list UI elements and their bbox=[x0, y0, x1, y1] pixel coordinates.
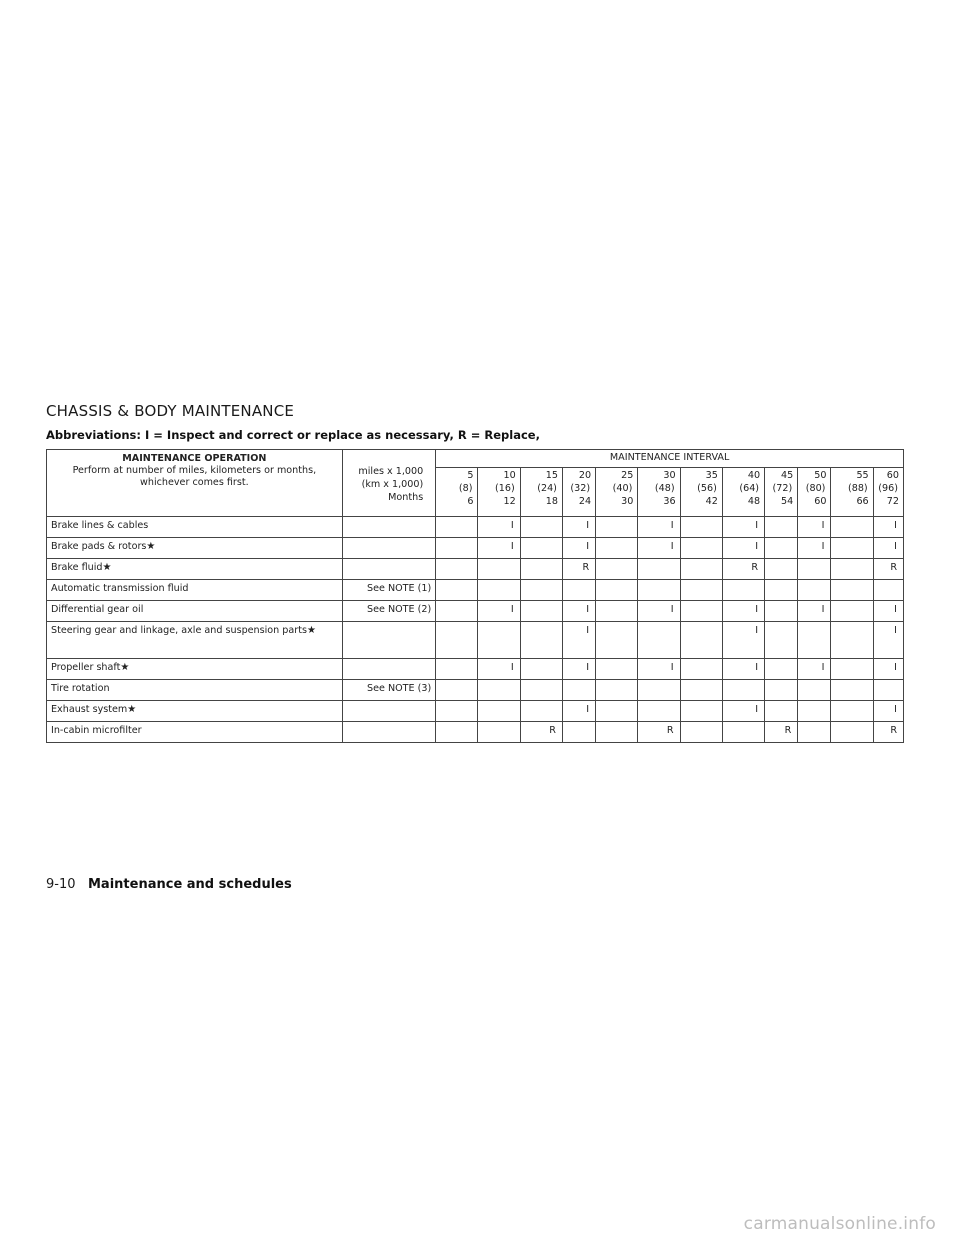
interval-cell bbox=[436, 559, 478, 580]
operation-name bbox=[47, 601, 343, 622]
table-row bbox=[47, 538, 904, 559]
operation-label: Steering gear and linkage, axle and suspension parts bbox=[51, 625, 307, 636]
interval-cell: I bbox=[873, 538, 903, 559]
interval-cell bbox=[765, 680, 798, 701]
operation-note bbox=[342, 622, 436, 659]
operation-label: In-cabin microfilter bbox=[51, 725, 142, 736]
interval-cell: I bbox=[562, 701, 595, 722]
interval-cell bbox=[873, 680, 903, 701]
chapter-title: Maintenance and schedules bbox=[88, 877, 292, 892]
interval-cell bbox=[765, 538, 798, 559]
abbreviations-legend: Abbreviations: I = Inspect and correct or replace as necessary, R = Replace, bbox=[46, 428, 540, 442]
table-row bbox=[47, 559, 904, 580]
operation-name bbox=[47, 701, 343, 722]
interval-cell bbox=[596, 580, 638, 601]
interval-cell bbox=[765, 580, 798, 601]
interval-cell bbox=[680, 538, 722, 559]
interval-cell: I bbox=[722, 601, 764, 622]
interval-cell bbox=[765, 601, 798, 622]
operation-name bbox=[47, 538, 343, 559]
interval-cell bbox=[436, 538, 478, 559]
table-row bbox=[47, 517, 904, 538]
units-header bbox=[342, 450, 436, 517]
interval-cell: I bbox=[722, 659, 764, 680]
interval-miles: 20 bbox=[578, 470, 592, 481]
interval-column-header bbox=[478, 468, 520, 517]
interval-cell: I bbox=[562, 622, 595, 659]
interval-miles: 25 bbox=[621, 470, 634, 481]
interval-cell bbox=[831, 538, 873, 559]
interval-cell bbox=[798, 701, 831, 722]
table-row bbox=[47, 701, 904, 722]
interval-cell: I bbox=[478, 659, 520, 680]
page-number: 9-10 bbox=[46, 877, 76, 892]
interval-cell: I bbox=[562, 601, 595, 622]
interval-months: 66 bbox=[856, 496, 869, 507]
interval-cell: I bbox=[478, 517, 520, 538]
interval-cell: I bbox=[478, 538, 520, 559]
operation-name bbox=[47, 559, 343, 580]
interval-cell bbox=[478, 559, 520, 580]
interval-cell bbox=[596, 559, 638, 580]
interval-column-header bbox=[596, 468, 638, 517]
interval-cell bbox=[831, 722, 873, 743]
interval-cell: R bbox=[722, 559, 764, 580]
interval-cell bbox=[798, 580, 831, 601]
interval-cell bbox=[596, 722, 638, 743]
interval-cell bbox=[436, 517, 478, 538]
section-title: CHASSIS & BODY MAINTENANCE bbox=[46, 402, 295, 420]
star-icon: ★ bbox=[120, 662, 130, 673]
interval-cell bbox=[722, 722, 764, 743]
operation-label: Brake lines & cables bbox=[51, 520, 149, 531]
interval-cell bbox=[478, 701, 520, 722]
interval-cell bbox=[436, 701, 478, 722]
interval-miles: 5 bbox=[467, 470, 474, 481]
interval-miles: 10 bbox=[503, 470, 516, 481]
interval-column-header bbox=[680, 468, 722, 517]
operation-label: Brake fluid bbox=[51, 562, 103, 573]
interval-cell bbox=[596, 701, 638, 722]
interval-cell: I bbox=[562, 659, 595, 680]
interval-cell bbox=[873, 580, 903, 601]
interval-cell bbox=[436, 622, 478, 659]
interval-km: (48) bbox=[654, 483, 675, 494]
table-row bbox=[47, 622, 904, 659]
star-icon: ★ bbox=[146, 541, 156, 552]
interval-months: 48 bbox=[747, 496, 761, 507]
operation-label: Tire rotation bbox=[51, 683, 110, 694]
interval-km: (64) bbox=[739, 483, 760, 494]
operation-name bbox=[47, 659, 343, 680]
interval-cell: I bbox=[638, 601, 680, 622]
interval-cell: I bbox=[873, 622, 903, 659]
interval-cell bbox=[520, 622, 562, 659]
interval-km: (24) bbox=[537, 483, 557, 494]
interval-miles: 50 bbox=[814, 470, 827, 481]
interval-cell bbox=[562, 680, 595, 701]
interval-cell bbox=[520, 659, 562, 680]
interval-cell bbox=[562, 722, 595, 743]
table-row bbox=[47, 580, 904, 601]
star-icon: ★ bbox=[127, 704, 137, 715]
interval-cell: I bbox=[873, 659, 903, 680]
operation-note: See NOTE (3) bbox=[342, 680, 436, 701]
interval-column-header bbox=[873, 468, 903, 517]
interval-months: 18 bbox=[545, 496, 558, 507]
interval-cell bbox=[520, 559, 562, 580]
table-row bbox=[47, 601, 904, 622]
interval-column-header bbox=[765, 468, 798, 517]
interval-cell bbox=[638, 622, 680, 659]
interval-cell bbox=[680, 517, 722, 538]
interval-miles: 30 bbox=[663, 470, 676, 481]
interval-cell bbox=[831, 680, 873, 701]
interval-cell bbox=[596, 622, 638, 659]
interval-cell bbox=[436, 580, 478, 601]
units-miles: miles x 1,000 bbox=[358, 466, 424, 477]
interval-cell bbox=[831, 622, 873, 659]
interval-cell bbox=[436, 659, 478, 680]
interval-cell bbox=[680, 601, 722, 622]
interval-km: (96) bbox=[878, 483, 898, 494]
units-km: (km x 1,000) bbox=[361, 479, 424, 490]
interval-cell: I bbox=[562, 517, 595, 538]
interval-cell bbox=[520, 601, 562, 622]
interval-months: 6 bbox=[467, 496, 474, 507]
interval-cell: I bbox=[873, 601, 903, 622]
interval-cell bbox=[638, 580, 680, 601]
interval-cell: R bbox=[873, 559, 903, 580]
interval-column-header bbox=[722, 468, 764, 517]
table-row bbox=[47, 659, 904, 680]
interval-cell: I bbox=[798, 601, 831, 622]
table-row bbox=[47, 680, 904, 701]
interval-months: 42 bbox=[705, 496, 718, 507]
interval-cell bbox=[520, 580, 562, 601]
interval-cell bbox=[478, 680, 520, 701]
interval-cell: I bbox=[638, 517, 680, 538]
interval-cell bbox=[596, 517, 638, 538]
interval-cell: I bbox=[562, 538, 595, 559]
interval-cell bbox=[436, 601, 478, 622]
interval-miles: 55 bbox=[856, 470, 869, 481]
operation-header-description: Perform at number of miles, kilometers or months, whichever comes first. bbox=[72, 465, 317, 488]
interval-cell bbox=[478, 580, 520, 601]
interval-cell bbox=[680, 622, 722, 659]
operation-header bbox=[47, 450, 343, 517]
interval-km: (40) bbox=[612, 483, 633, 494]
interval-miles: 60 bbox=[886, 470, 899, 481]
interval-cell bbox=[680, 580, 722, 601]
interval-cell bbox=[680, 659, 722, 680]
interval-cell: I bbox=[722, 622, 764, 659]
operation-note: See NOTE (2) bbox=[342, 601, 436, 622]
interval-column-header bbox=[520, 468, 562, 517]
interval-cell: I bbox=[722, 538, 764, 559]
interval-cell: I bbox=[873, 517, 903, 538]
interval-cell bbox=[798, 722, 831, 743]
interval-cell bbox=[831, 701, 873, 722]
interval-cell bbox=[722, 580, 764, 601]
interval-miles: 45 bbox=[781, 470, 794, 481]
interval-months: 60 bbox=[814, 496, 827, 507]
interval-cell bbox=[596, 659, 638, 680]
operation-label: Exhaust system bbox=[51, 704, 128, 715]
watermark-text: carmanualsonline.info bbox=[743, 1214, 936, 1234]
interval-cell bbox=[765, 659, 798, 680]
interval-km: (32) bbox=[570, 483, 591, 494]
interval-cell: I bbox=[722, 701, 764, 722]
interval-cell bbox=[638, 559, 680, 580]
interval-cell bbox=[680, 722, 722, 743]
interval-cell bbox=[478, 722, 520, 743]
interval-cell bbox=[520, 680, 562, 701]
table-row bbox=[47, 722, 904, 743]
interval-km: (80) bbox=[805, 483, 826, 494]
interval-months: 30 bbox=[621, 496, 634, 507]
interval-km: (88) bbox=[847, 483, 868, 494]
interval-months: 24 bbox=[578, 496, 592, 507]
interval-header: MAINTENANCE INTERVAL bbox=[436, 450, 904, 468]
interval-cell bbox=[722, 680, 764, 701]
interval-cell bbox=[478, 622, 520, 659]
interval-cell: I bbox=[798, 538, 831, 559]
interval-column-header bbox=[831, 468, 873, 517]
star-icon: ★ bbox=[102, 562, 112, 573]
interval-cell bbox=[831, 517, 873, 538]
interval-column-header bbox=[798, 468, 831, 517]
operation-label: Automatic transmission fluid bbox=[51, 583, 189, 594]
operation-note bbox=[342, 517, 436, 538]
interval-cell bbox=[765, 559, 798, 580]
interval-cell bbox=[638, 680, 680, 701]
interval-cell: R bbox=[562, 559, 595, 580]
interval-cell bbox=[831, 559, 873, 580]
interval-miles: 15 bbox=[545, 470, 558, 481]
interval-cell bbox=[680, 559, 722, 580]
interval-cell bbox=[436, 722, 478, 743]
interval-column-header bbox=[436, 468, 478, 517]
interval-cell bbox=[765, 701, 798, 722]
interval-cell: I bbox=[478, 601, 520, 622]
operation-name bbox=[47, 517, 343, 538]
interval-cell bbox=[520, 517, 562, 538]
interval-cell bbox=[520, 701, 562, 722]
interval-cell: R bbox=[638, 722, 680, 743]
interval-cell bbox=[596, 601, 638, 622]
operation-name bbox=[47, 622, 343, 659]
interval-cell bbox=[680, 701, 722, 722]
star-icon: ★ bbox=[306, 625, 316, 636]
interval-cell: I bbox=[638, 659, 680, 680]
operation-label: Differential gear oil bbox=[51, 604, 144, 615]
interval-cell bbox=[520, 538, 562, 559]
operation-label: Propeller shaft bbox=[51, 662, 121, 673]
maintenance-schedule-table bbox=[46, 449, 904, 743]
interval-cell: I bbox=[798, 659, 831, 680]
interval-cell: I bbox=[873, 701, 903, 722]
interval-cell: R bbox=[765, 722, 798, 743]
operation-note bbox=[342, 659, 436, 680]
units-months: Months bbox=[388, 492, 424, 503]
interval-cell bbox=[798, 622, 831, 659]
interval-km: (56) bbox=[697, 483, 717, 494]
interval-cell bbox=[596, 538, 638, 559]
interval-cell: I bbox=[638, 538, 680, 559]
interval-cell: I bbox=[798, 517, 831, 538]
operation-name bbox=[47, 580, 343, 601]
operation-note bbox=[342, 701, 436, 722]
interval-months: 12 bbox=[503, 496, 516, 507]
interval-cell bbox=[798, 680, 831, 701]
interval-cell bbox=[680, 680, 722, 701]
interval-months: 54 bbox=[781, 496, 794, 507]
operation-note bbox=[342, 538, 436, 559]
interval-cell: R bbox=[520, 722, 562, 743]
operation-header-title: MAINTENANCE OPERATION bbox=[122, 453, 267, 464]
interval-cell: R bbox=[873, 722, 903, 743]
operation-note bbox=[342, 722, 436, 743]
operation-note bbox=[342, 559, 436, 580]
interval-miles: 40 bbox=[747, 470, 761, 481]
interval-cell bbox=[638, 701, 680, 722]
interval-months: 36 bbox=[663, 496, 676, 507]
interval-cell bbox=[596, 680, 638, 701]
interval-cell bbox=[436, 680, 478, 701]
interval-column-header bbox=[562, 468, 595, 517]
interval-cell bbox=[765, 622, 798, 659]
operation-name bbox=[47, 680, 343, 701]
interval-km: (72) bbox=[772, 483, 793, 494]
interval-cell bbox=[831, 659, 873, 680]
interval-km: (16) bbox=[495, 483, 515, 494]
interval-cell bbox=[831, 580, 873, 601]
operation-label: Brake pads & rotors bbox=[51, 541, 147, 552]
interval-miles: 35 bbox=[705, 470, 718, 481]
interval-cell: I bbox=[722, 517, 764, 538]
interval-months: 72 bbox=[886, 496, 899, 507]
interval-km: (8) bbox=[458, 483, 473, 494]
operation-name bbox=[47, 722, 343, 743]
interval-cell bbox=[831, 601, 873, 622]
interval-cell bbox=[562, 580, 595, 601]
interval-column-header bbox=[638, 468, 680, 517]
interval-cell bbox=[798, 559, 831, 580]
interval-cell bbox=[765, 517, 798, 538]
operation-note: See NOTE (1) bbox=[342, 580, 436, 601]
